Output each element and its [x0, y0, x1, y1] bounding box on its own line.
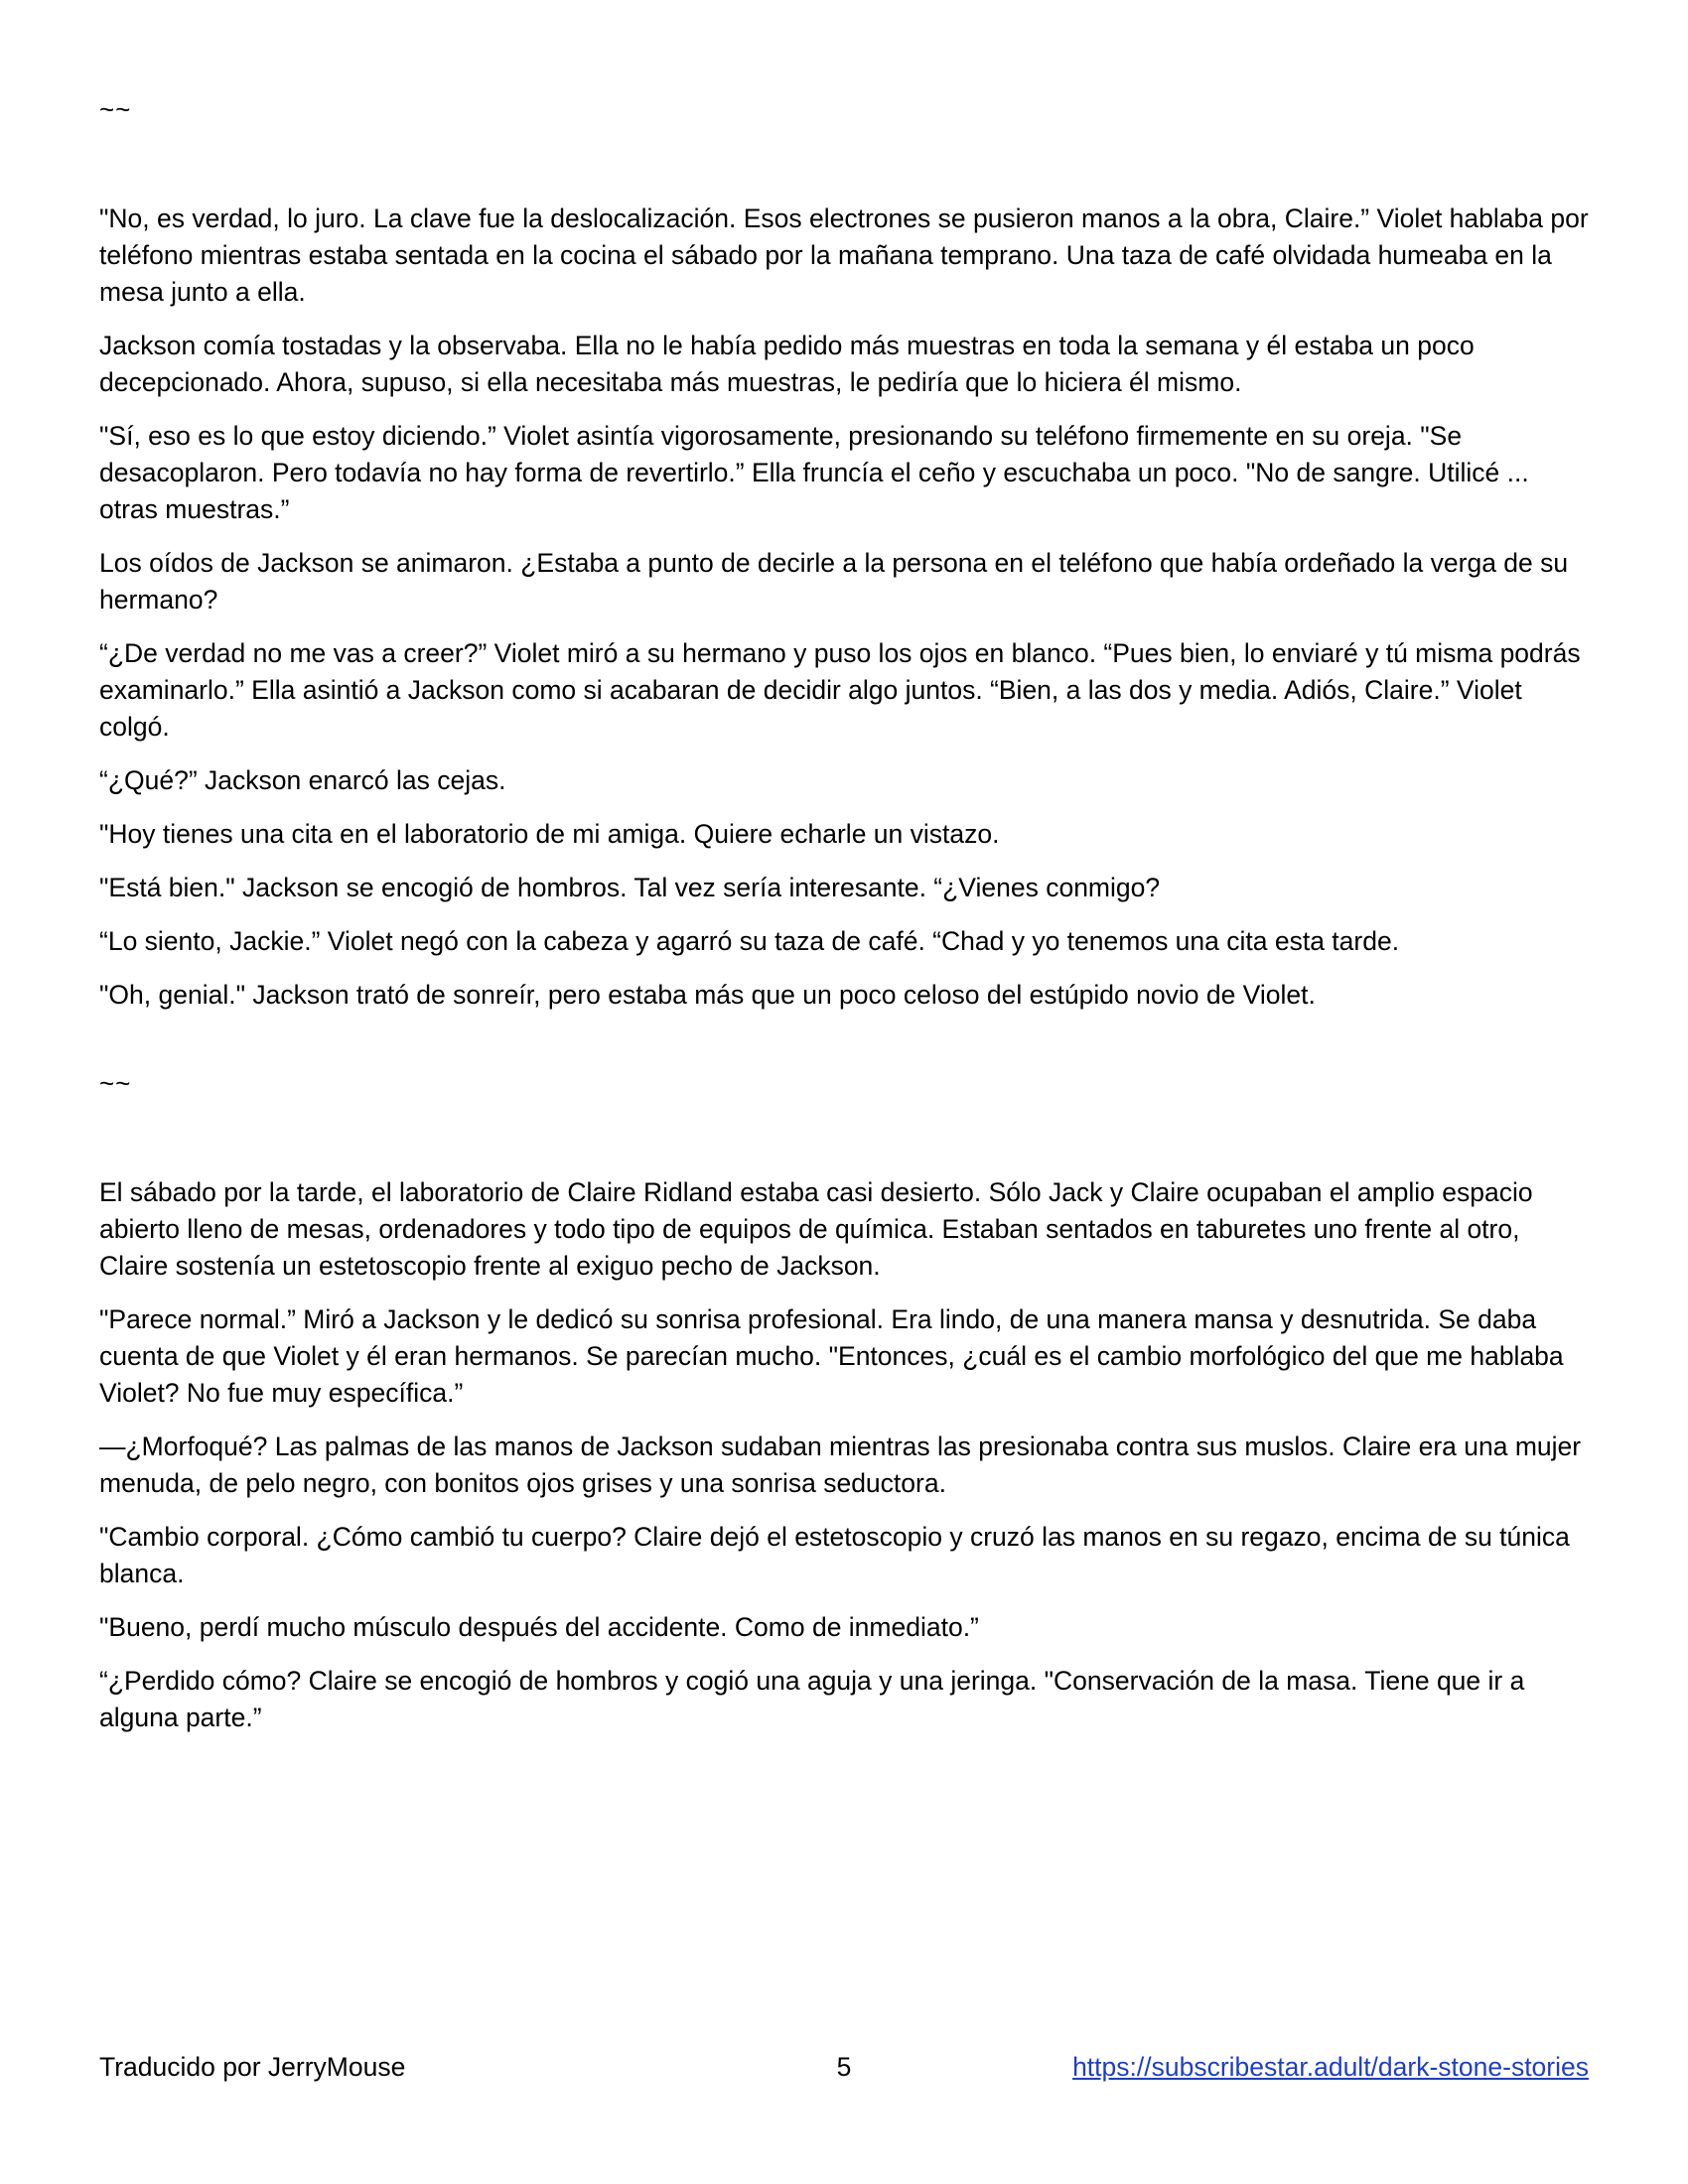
paragraph: "Bueno, perdí mucho músculo después del accidente. Como de inmediato.” [99, 1612, 979, 1642]
section-break: ~~ [99, 94, 132, 124]
paragraph: “¿De verdad no me vas a creer?” Violet miró a su hermano y puso los ojos en blanco. “Pues bien, lo enviaré y tú misma podrás examinarlo.” Ella asintió a Jackson como si acabaran de decidir algo juntos. “Bien, a las dos y media. Adiós, Claire.” Violet colgó. [99, 638, 1581, 742]
paragraph: "Está bien." Jackson se encogió de hombros. Tal vez sería interesante. “¿Vienes conmigo? [99, 873, 1161, 902]
paragraph: Los oídos de Jackson se animaron. ¿Estaba a punto de decirle a la persona en el teléfono que había ordeñado la verga de su hermano? [99, 548, 1569, 614]
paragraph: "Cambio corporal. ¿Cómo cambió tu cuerpo? Claire dejó el estetoscopio y cruzó las manos en su regazo, encima de su túnica blanca. [99, 1522, 1570, 1588]
section-break: ~~ [99, 1068, 132, 1098]
footer-link[interactable]: https://subscribestar.adult/dark-stone-stories [1072, 2052, 1589, 2082]
paragraph: “¿Qué?” Jackson enarcó las cejas. [99, 765, 506, 795]
footer-page-number: 5 [836, 2052, 852, 2082]
paragraph: “Lo siento, Jackie.” Violet negó con la cabeza y agarró su taza de café. “Chad y yo tenemos una cita esta tarde. [99, 926, 1400, 956]
paragraph: “¿Perdido cómo? Claire se encogió de hombros y cogió una aguja y una jeringa. "Conservación de la masa. Tiene que ir a alguna parte.” [99, 1666, 1525, 1732]
paragraph: El sábado por la tarde, el laboratorio de Claire Ridland estaba casi desierto. Sólo Jack y Claire ocupaban el amplio espacio abierto lleno de mesas, ordenadores y todo tipo de equipos de química. Estaban sentados en taburetes uno frente al otro, Claire sostenía un estetoscopio frente al exiguo pecho de Jackson. [99, 1177, 1533, 1281]
page-footer [99, 2047, 1589, 2087]
paragraph: Jackson comía tostadas y la observaba. Ella no le había pedido más muestras en toda la semana y él estaba un poco decepcionado. Ahora, supuso, si ella necesitaba más muestras, le pediría que lo hiciera él mismo. [99, 331, 1475, 397]
paragraph: "Parece normal.” Miró a Jackson y le dedicó su sonrisa profesional. Era lindo, de una manera mansa y desnutrida. Se daba cuenta de que Violet y él eran hermanos. Se parecían mucho. "Entonces, ¿cuál es el cambio morfológico del que me hablaba Violet? No fue muy específica.” [99, 1304, 1564, 1408]
paragraph: "No, es verdad, lo juro. La clave fue la deslocalización. Esos electrones se pusieron manos a la obra, Claire.” Violet hablaba por teléfono mientras estaba sentada en la cocina el sábado por la mañana temprano. Una taza de café olvidada humeaba en la mesa junto a ella. [99, 204, 1589, 307]
section-1 [99, 201, 1589, 1014]
section-2 [99, 1174, 1589, 1736]
document-body [99, 89, 1589, 1753]
paragraph: "Sí, eso es lo que estoy diciendo.” Violet asintía vigorosamente, presionando su teléfono firmemente en su oreja. "Se desacoplaron. Pero todavía no hay forma de revertirlo.” Ella fruncía el ceño y escuchaba un poco. "No de sangre. Utilicé ... otras muestras.” [99, 421, 1529, 524]
paragraph: "Hoy tienes una cita en el laboratorio de mi amiga. Quiere echarle un vistazo. [99, 819, 1000, 849]
footer-translator: Traducido por JerryMouse [99, 2052, 406, 2082]
paragraph: —¿Morfoqué? Las palmas de las manos de Jackson sudaban mientras las presionaba contra sus muslos. Claire era una mujer menuda, de pelo negro, con bonitos ojos grises y una sonrisa seductora. [99, 1432, 1582, 1498]
paragraph: "Oh, genial." Jackson trató de sonreír, pero estaba más que un poco celoso del estúpido novio de Violet. [99, 980, 1316, 1010]
